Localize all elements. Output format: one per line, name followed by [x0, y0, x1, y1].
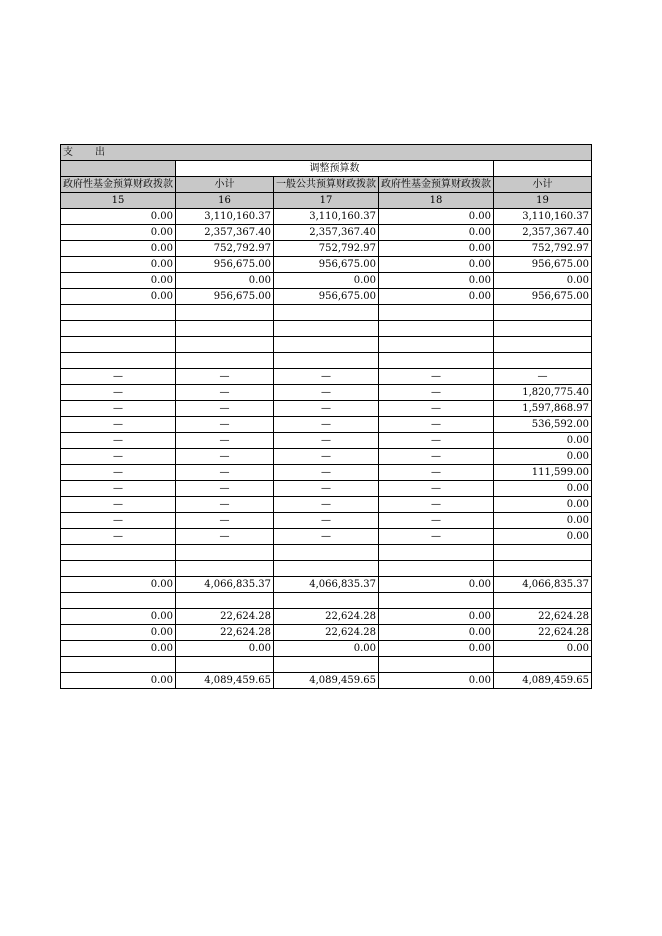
- table-cell: 0.00: [61, 225, 176, 241]
- table-row: [61, 609, 592, 625]
- table-cell: 956,675.00: [494, 289, 592, 305]
- table-row: [61, 209, 592, 225]
- table-cell: —: [61, 385, 176, 401]
- table-cell: [379, 321, 494, 337]
- table-cell: —: [176, 433, 274, 449]
- table-cell: 0.00: [379, 257, 494, 273]
- table-cell: —: [274, 385, 379, 401]
- table-cell: 0.00: [494, 513, 592, 529]
- table-cell: 0.00: [494, 273, 592, 289]
- table-cell: —: [379, 497, 494, 513]
- table-cell: [176, 305, 274, 321]
- table-cell: 22,624.28: [176, 609, 274, 625]
- table-cell: —: [379, 513, 494, 529]
- column-header-row: [61, 177, 592, 193]
- table-cell: 2,357,367.40: [274, 225, 379, 241]
- table-cell: [61, 593, 176, 609]
- table-row: [61, 561, 592, 577]
- table-cell: [494, 657, 592, 673]
- table-cell: —: [176, 497, 274, 513]
- table-cell: 0.00: [494, 641, 592, 657]
- column-header: 政府性基金预算财政拨款: [379, 177, 494, 193]
- table-cell: 4,066,835.37: [176, 577, 274, 593]
- table-row: [61, 273, 592, 289]
- table-cell: 0.00: [379, 241, 494, 257]
- column-number: 15: [61, 193, 176, 209]
- table-cell: —: [61, 449, 176, 465]
- table-cell: [379, 593, 494, 609]
- table-cell: [61, 321, 176, 337]
- table-cell: 0.00: [494, 497, 592, 513]
- table-cell: [61, 305, 176, 321]
- table-row: [61, 577, 592, 593]
- table-row: [61, 593, 592, 609]
- table-row: [61, 529, 592, 545]
- table-cell: 956,675.00: [274, 257, 379, 273]
- table-row: [61, 465, 592, 481]
- table-cell: —: [61, 465, 176, 481]
- table-cell: —: [379, 369, 494, 385]
- table-cell: 4,089,459.65: [274, 673, 379, 689]
- table-cell: 4,066,835.37: [494, 577, 592, 593]
- table-cell: —: [274, 513, 379, 529]
- table-cell: —: [379, 465, 494, 481]
- table-cell: 1,820,775.40: [494, 385, 592, 401]
- table-cell: [176, 545, 274, 561]
- table-row: [61, 513, 592, 529]
- section-title-left: 支: [63, 147, 73, 158]
- table-row: [61, 321, 592, 337]
- table-cell: [274, 321, 379, 337]
- table-cell: 0.00: [379, 209, 494, 225]
- table-cell: —: [379, 433, 494, 449]
- column-number: 16: [176, 193, 274, 209]
- table-cell: 0.00: [61, 673, 176, 689]
- table-cell: 0.00: [379, 225, 494, 241]
- table-cell: 0.00: [61, 609, 176, 625]
- table-cell: —: [274, 497, 379, 513]
- table-cell: —: [274, 481, 379, 497]
- table-cell: 752,792.97: [176, 241, 274, 257]
- table-cell: —: [274, 433, 379, 449]
- table-row: [61, 241, 592, 257]
- table-cell: 22,624.28: [274, 625, 379, 641]
- table-cell: [274, 545, 379, 561]
- table-cell: 4,089,459.65: [494, 673, 592, 689]
- table-cell: —: [379, 449, 494, 465]
- column-number: 17: [274, 193, 379, 209]
- table-cell: [176, 561, 274, 577]
- column-header: 一般公共预算财政拨款: [274, 177, 379, 193]
- table-cell: [494, 545, 592, 561]
- table-cell: [379, 337, 494, 353]
- table-cell: —: [274, 369, 379, 385]
- table-cell: —: [176, 449, 274, 465]
- table-cell: 0.00: [379, 673, 494, 689]
- table-cell: —: [176, 369, 274, 385]
- table-cell: —: [379, 481, 494, 497]
- table-cell: 0.00: [494, 529, 592, 545]
- table-cell: 0.00: [61, 577, 176, 593]
- table-cell: 0.00: [379, 625, 494, 641]
- table-cell: 0.00: [61, 241, 176, 257]
- table-cell: [494, 561, 592, 577]
- table-cell: [176, 321, 274, 337]
- table-cell: —: [176, 417, 274, 433]
- column-header: 小计: [176, 177, 274, 193]
- table-cell: 0.00: [379, 577, 494, 593]
- table-row: [61, 417, 592, 433]
- table-cell: 536,592.00: [494, 417, 592, 433]
- table-cell: —: [176, 513, 274, 529]
- table-cell: [61, 353, 176, 369]
- table-row: [61, 657, 592, 673]
- table-cell: —: [176, 481, 274, 497]
- table-cell: 0.00: [494, 481, 592, 497]
- table-cell: [61, 337, 176, 353]
- table-row: [61, 545, 592, 561]
- table-cell: [61, 561, 176, 577]
- column-header: 小计: [494, 177, 592, 193]
- table-cell: 111,599.00: [494, 465, 592, 481]
- column-header: 政府性基金预算财政拨款: [61, 177, 176, 193]
- table-cell: —: [61, 513, 176, 529]
- table-row: [61, 449, 592, 465]
- table-cell: —: [61, 497, 176, 513]
- table-cell: —: [379, 385, 494, 401]
- table-cell: —: [176, 385, 274, 401]
- column-number-row: [61, 193, 592, 209]
- table-row: [61, 433, 592, 449]
- group-header-blank-right: [494, 161, 592, 177]
- table-cell: 956,675.00: [176, 289, 274, 305]
- table-cell: —: [61, 401, 176, 417]
- table-cell: [61, 545, 176, 561]
- table-cell: 4,066,835.37: [274, 577, 379, 593]
- section-title-row: [61, 145, 592, 161]
- table-cell: [274, 657, 379, 673]
- table-cell: —: [176, 529, 274, 545]
- table-cell: —: [61, 433, 176, 449]
- table-row: [61, 673, 592, 689]
- table-cell: 3,110,160.37: [494, 209, 592, 225]
- table-cell: 956,675.00: [494, 257, 592, 273]
- table-cell: 0.00: [61, 209, 176, 225]
- table-cell: 0.00: [61, 641, 176, 657]
- table-cell: 2,357,367.40: [494, 225, 592, 241]
- table-cell: 3,110,160.37: [274, 209, 379, 225]
- table-cell: 0.00: [379, 273, 494, 289]
- table-cell: 22,624.28: [176, 625, 274, 641]
- table-cell: 0.00: [176, 641, 274, 657]
- table-cell: —: [494, 369, 592, 385]
- table-cell: [274, 337, 379, 353]
- table-cell: [494, 321, 592, 337]
- table-cell: —: [61, 481, 176, 497]
- table-cell: [176, 353, 274, 369]
- table-cell: 0.00: [494, 433, 592, 449]
- table-row: [61, 369, 592, 385]
- table-row: [61, 225, 592, 241]
- table-cell: [176, 337, 274, 353]
- table-cell: 4,089,459.65: [176, 673, 274, 689]
- group-header-label: 调整预算数: [176, 161, 494, 177]
- table-cell: 0.00: [61, 289, 176, 305]
- table-cell: 0.00: [379, 641, 494, 657]
- table-cell: 22,624.28: [274, 609, 379, 625]
- table-row: [61, 353, 592, 369]
- table-row: [61, 401, 592, 417]
- table-row: [61, 257, 592, 273]
- table-cell: 0.00: [176, 273, 274, 289]
- table-cell: 22,624.28: [494, 609, 592, 625]
- table-row: [61, 305, 592, 321]
- table-cell: [379, 353, 494, 369]
- table-cell: —: [379, 401, 494, 417]
- budget-expenditure-table: [60, 144, 592, 689]
- table-cell: —: [379, 417, 494, 433]
- table-cell: 956,675.00: [274, 289, 379, 305]
- table-cell: [379, 305, 494, 321]
- table-row: [61, 625, 592, 641]
- table-cell: —: [61, 529, 176, 545]
- table-row: [61, 289, 592, 305]
- table-cell: —: [274, 417, 379, 433]
- table-cell: [61, 657, 176, 673]
- table-cell: 1,597,868.97: [494, 401, 592, 417]
- table-cell: —: [176, 401, 274, 417]
- section-title-cell: [61, 145, 592, 161]
- section-title-right: 出: [95, 147, 105, 158]
- table-row: [61, 385, 592, 401]
- column-number: 18: [379, 193, 494, 209]
- table-cell: 0.00: [494, 449, 592, 465]
- table-row: [61, 497, 592, 513]
- table-cell: —: [274, 449, 379, 465]
- table-cell: 0.00: [274, 273, 379, 289]
- table-cell: [379, 657, 494, 673]
- table-row: [61, 337, 592, 353]
- table-body: [61, 209, 592, 689]
- table-cell: [379, 561, 494, 577]
- table-cell: —: [274, 401, 379, 417]
- table-cell: —: [61, 417, 176, 433]
- table-cell: [274, 593, 379, 609]
- table-cell: —: [61, 369, 176, 385]
- table-cell: —: [274, 529, 379, 545]
- table-cell: 956,675.00: [176, 257, 274, 273]
- table-cell: [494, 305, 592, 321]
- table-cell: 752,792.97: [494, 241, 592, 257]
- group-header-blank: [61, 161, 176, 177]
- table-cell: 3,110,160.37: [176, 209, 274, 225]
- table-cell: 0.00: [379, 609, 494, 625]
- table-cell: —: [274, 465, 379, 481]
- table-cell: [379, 545, 494, 561]
- table-cell: [176, 657, 274, 673]
- table-cell: [274, 353, 379, 369]
- table-row: [61, 641, 592, 657]
- table-cell: 0.00: [379, 289, 494, 305]
- table-cell: [176, 593, 274, 609]
- table-cell: —: [176, 465, 274, 481]
- table-cell: [274, 561, 379, 577]
- table-row: [61, 481, 592, 497]
- table-cell: 2,357,367.40: [176, 225, 274, 241]
- table-cell: 0.00: [61, 273, 176, 289]
- column-number: 19: [494, 193, 592, 209]
- table-cell: [494, 593, 592, 609]
- table-cell: [494, 353, 592, 369]
- table-cell: 22,624.28: [494, 625, 592, 641]
- table-cell: 0.00: [61, 625, 176, 641]
- table-cell: 752,792.97: [274, 241, 379, 257]
- table-cell: 0.00: [274, 641, 379, 657]
- table-cell: [274, 305, 379, 321]
- table-cell: [494, 337, 592, 353]
- table-cell: 0.00: [61, 257, 176, 273]
- table-cell: —: [379, 529, 494, 545]
- group-header-row: [61, 161, 592, 177]
